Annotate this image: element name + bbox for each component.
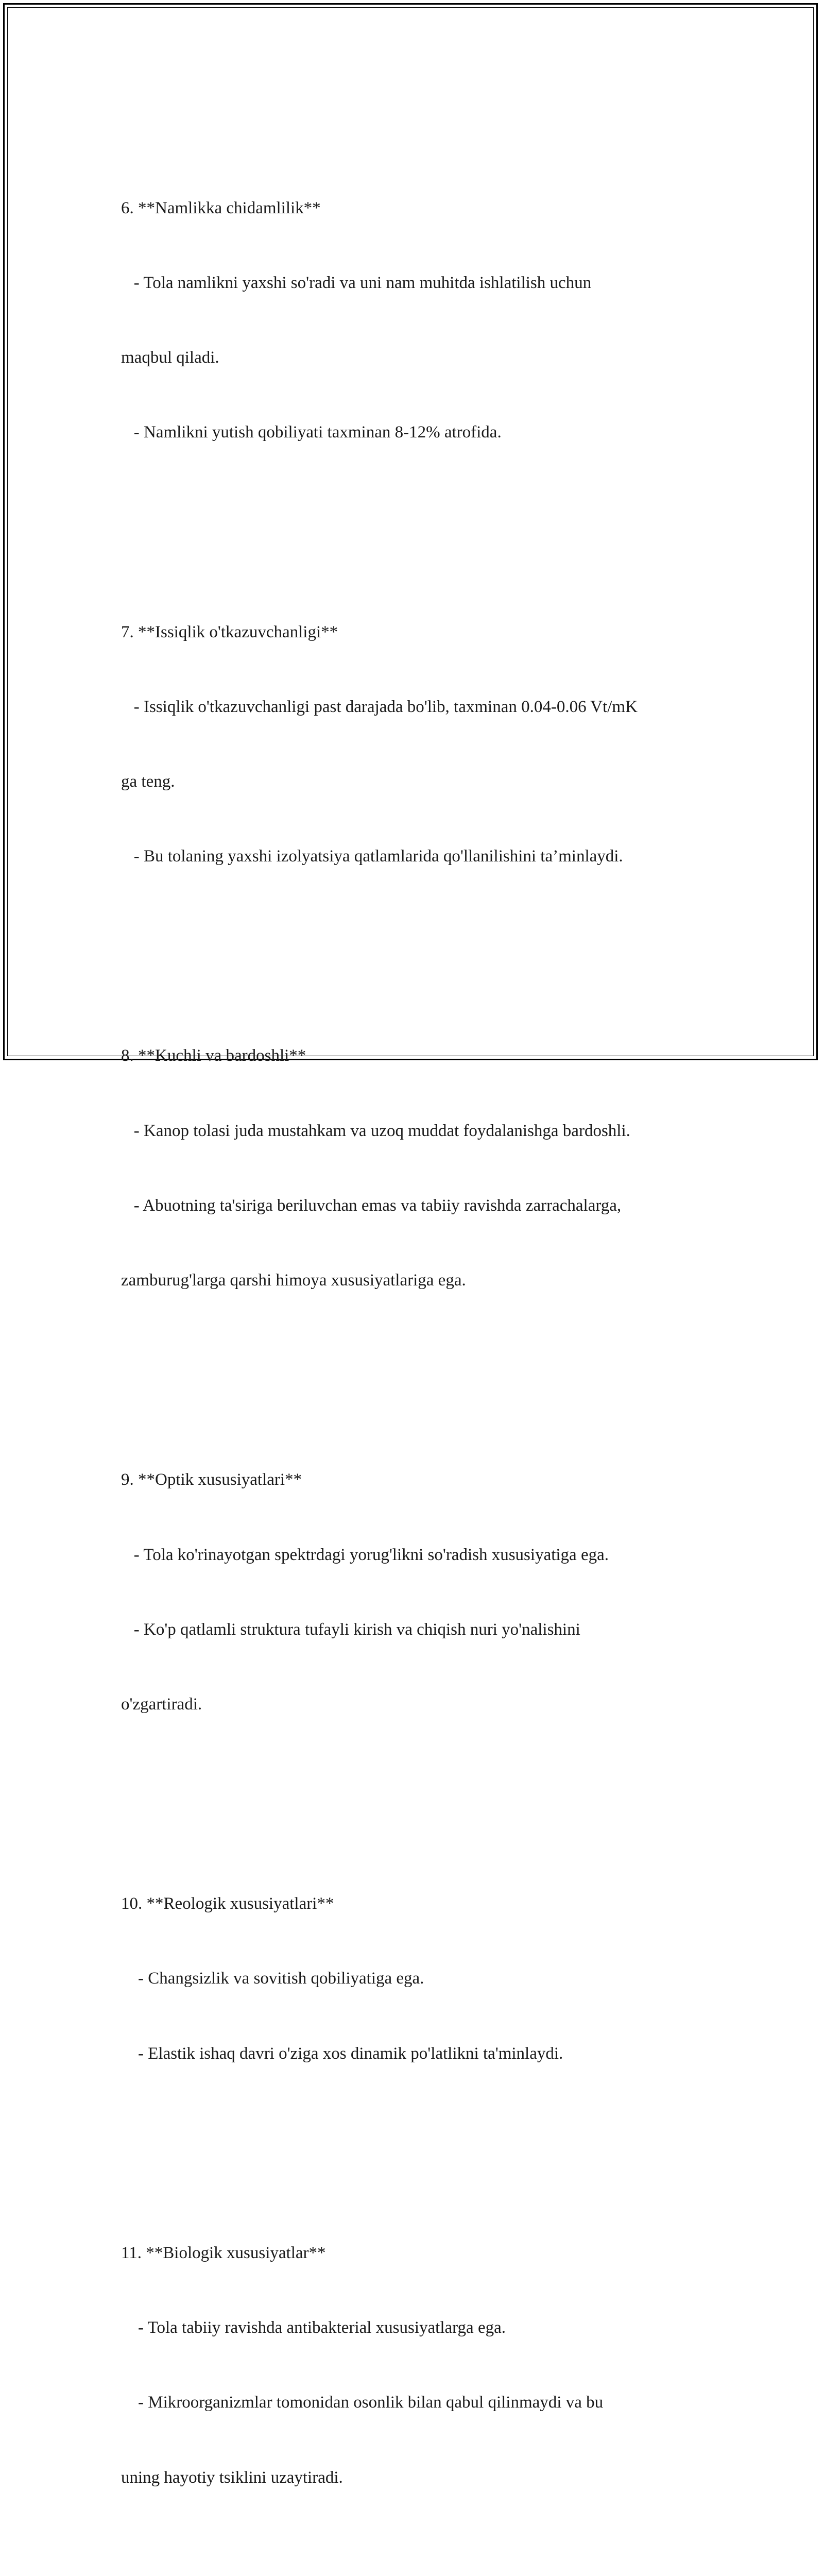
list-item-line: - Tola ko'rinayotgan spektrdagi yorug'likni so'radish xususiyatiga ega. <box>121 1545 609 1564</box>
list-item-line: zamburug'larga qarshi himoya xususiyatlariga ega. <box>121 1271 466 1290</box>
list-item-line: - Tola tabiiy ravishda antibakterial xususiyatlarga ega. <box>121 2318 506 2337</box>
list-item-line: - Kanop tolasi juda mustahkam va uzoq muddat foydalanishga bardoshli. <box>121 1121 630 1140</box>
list-item-line: - Elastik ishaq davri o'ziga xos dinamik po'latlikni ta'minlaydi. <box>121 2044 563 2063</box>
section-heading: 6. **Namlikka chidamlilik** <box>121 198 321 217</box>
blank-line <box>121 2540 708 2565</box>
list-item-line: - Abuotning ta'siriga beriluvchan emas va tabiiy ravishda zarrachalarga, <box>121 1196 622 1215</box>
list-item-line: o'zgartiradi. <box>121 1694 202 1714</box>
blank-line <box>121 495 708 520</box>
list-item-line: maqbul qiladi. <box>121 348 219 367</box>
list-item-line: ga teng. <box>121 772 175 791</box>
list-item-line: uning hayotiy tsiklini uzaytiradi. <box>121 2468 343 2487</box>
blank-line <box>121 1767 708 1791</box>
section-heading: 11. **Biologik xususiyatlar** <box>121 2243 326 2262</box>
section-heading: 8. **Kuchli va bardoshli** <box>121 1046 306 1065</box>
list-item-line: - Namlikni yutish qobiliyati taxminan 8-12% atrofida. <box>121 423 502 442</box>
blank-line <box>121 2116 708 2141</box>
list-item-line: - Tola namlikni yaxshi so'radi va uni nam muhitda ishlatilish uchun <box>121 273 592 292</box>
list-item-line: - Ko'p qatlamli struktura tufayli kirish va chiqish nuri yo'nalishini <box>121 1620 580 1639</box>
section-heading: 9. **Optik xususiyatlari** <box>121 1470 302 1489</box>
list-item-line: - Issiqlik o'tkazuvchanligi past darajada bo'lib, taxminan 0.04-0.06 Vt/mK <box>121 697 638 716</box>
section-heading: 7. **Issiqlik o'tkazuvchanligi** <box>121 622 338 641</box>
blank-line <box>121 919 708 943</box>
list-item-line: - Changsizlik va sovitish qobiliyatiga ega. <box>121 1969 424 1988</box>
document-body <box>121 96 708 2576</box>
list-item-line: - Mikroorganizmlar tomonidan osonlik bilan qabul qilinmaydi va bu <box>121 2393 604 2412</box>
section-heading: 10. **Reologik xususiyatlari** <box>121 1894 334 1913</box>
list-item-line: - Bu tolaning yaxshi izolyatsiya qatlamlarida qo'llanilishini ta’minlaydi. <box>121 847 623 866</box>
blank-line <box>121 1343 708 1367</box>
